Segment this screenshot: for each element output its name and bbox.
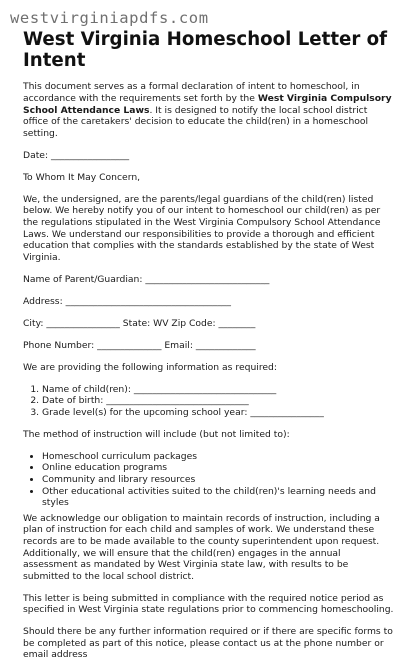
list-item: • Homeschool curriculum packages [42, 451, 395, 463]
parents-paragraph: We, the undersigned, are the parents/legal guardians of the child(ren) listed below. We hereby notify you of our intent to homeschool our child(ren) as per the regulations stipulated in the West Virginia Compulsory School Attendance Laws. We understand our responsibilities to provide a thorough and efficient education that complies with the standards established by the state of West Virginia. [23, 193, 381, 263]
contact-paragraph: Should there be any further information required or if there are specific forms to be completed as part of this notice, please contact us at the phone number or email address [23, 626, 393, 661]
document-page [23, 29, 395, 661]
list-item: 2. Date of birth: _______________________________ [42, 395, 395, 407]
watermark: westvirginiapdfs.com [10, 9, 209, 27]
intro-law-name: West Virginia Compulsory School Attendance Laws [23, 92, 392, 116]
list-item: • Other educational activities suited to the child(ren)'s learning needs and styles [42, 486, 395, 509]
salutation: To Whom It May Concern, [23, 171, 141, 183]
document-title: West Virginia Homeschool Letter of Intent [23, 29, 388, 71]
list-item: 1. Name of child(ren): _______________________________ [42, 384, 395, 396]
intro-paragraph [23, 81, 395, 139]
providing-info-intro: We are providing the following information as required: [23, 361, 277, 373]
address-field: Address: ____________________________________ [23, 295, 231, 307]
method-intro: The method of instruction will include (but not limited to): [23, 428, 290, 440]
city-state-zip-field: City: ________________ State: WV Zip Code: ________ [23, 317, 256, 329]
intro-text-end: . It is designed to notify the local school district office of the caretakers' decision to educate the child(ren) in a homeschool setting. [23, 104, 369, 139]
compliance-paragraph: This letter is being submitted in compliance with the required notice period as specified in West Virginia state regulations prior to commencing homeschooling. [23, 592, 394, 616]
date-field: Date: _________________ [23, 149, 130, 161]
list-item: 3. Grade level(s) for the upcoming school year: ________________ [42, 407, 395, 419]
parent-name-field: Name of Parent/Guardian: ___________________________ [23, 273, 270, 285]
list-item: • Online education programs [42, 462, 395, 474]
records-paragraph: We acknowledge our obligation to maintain records of instruction, including a plan of instruction for each child and samples of work. We understand these records are to be made available to the county superintendent upon request. Additionally, we will ensure that the child(ren) engages in the annual assessment as mandated by West Virginia state law, with results to be submitted to the local school district. [23, 512, 380, 582]
intro-text-start: This document serves as a formal declaration of intent to homeschool, in accordance with the requirements set forth by the [23, 81, 360, 104]
methods-list [23, 451, 395, 509]
child-info-list [23, 384, 395, 419]
phone-email-field: Phone Number: ______________ Email: _____________ [23, 339, 256, 351]
list-item: • Community and library resources [42, 474, 395, 486]
